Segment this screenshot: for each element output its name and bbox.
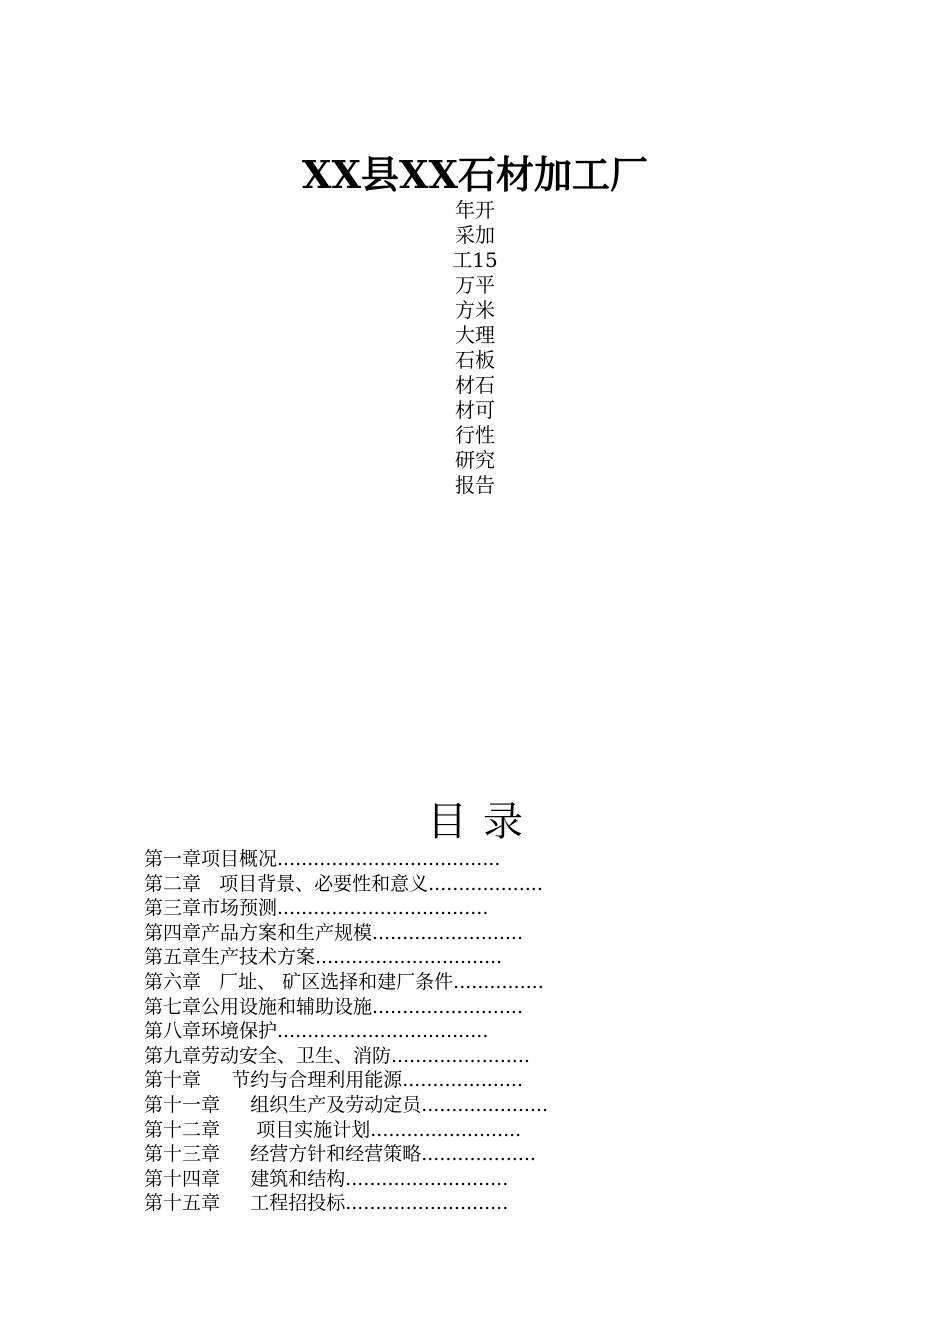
toc-entry-chapter-3: 第三章市场预测................................... <box>144 897 489 920</box>
toc-entry-chapter-1: 第一章项目概况..................................... <box>144 848 501 870</box>
toc-entry-chapter-11: 第十一章 组织生产及劳动定员..................... <box>144 1093 549 1116</box>
toc-entry-chapter-2: 第二章 项目背景、必要性和意义................... <box>144 872 543 895</box>
table-of-contents <box>144 847 744 1216</box>
toc-entry-chapter-8: 第八章环境保护................................... <box>144 1020 489 1043</box>
toc-entry-chapter-6: 第六章 厂址、 矿区选择和建厂条件............... <box>144 970 544 993</box>
toc-entry-chapter-14: 第十四章 建筑和结构........................... <box>144 1167 509 1190</box>
document-title: XX县XX石材加工厂 <box>302 152 648 197</box>
toc-entry-chapter-5: 第五章生产技术方案............................... <box>144 946 503 969</box>
toc-entry-chapter-9: 第九章劳动安全、卫生、消防....................... <box>144 1044 530 1067</box>
toc-entry-chapter-10: 第十章 节约与合理利用能源.................... <box>144 1069 523 1092</box>
toc-entry-chapter-15: 第十五章 工程招投标........................... <box>144 1192 509 1215</box>
toc-entry-chapter-7: 第七章公用设施和辅助设施......................... <box>144 995 523 1018</box>
toc-entry-chapter-4: 第四章产品方案和生产规模......................... <box>144 921 523 944</box>
toc-entry-chapter-13: 第十三章 经营方针和经营策略................... <box>144 1143 536 1166</box>
toc-entry-chapter-12: 第十二章 项目实施计划......................... <box>144 1118 522 1141</box>
toc-heading: 目录 <box>427 799 539 845</box>
document-subtitle: 年开采加工15万平方米大理石板材石材可行性研究报告 <box>452 198 498 497</box>
